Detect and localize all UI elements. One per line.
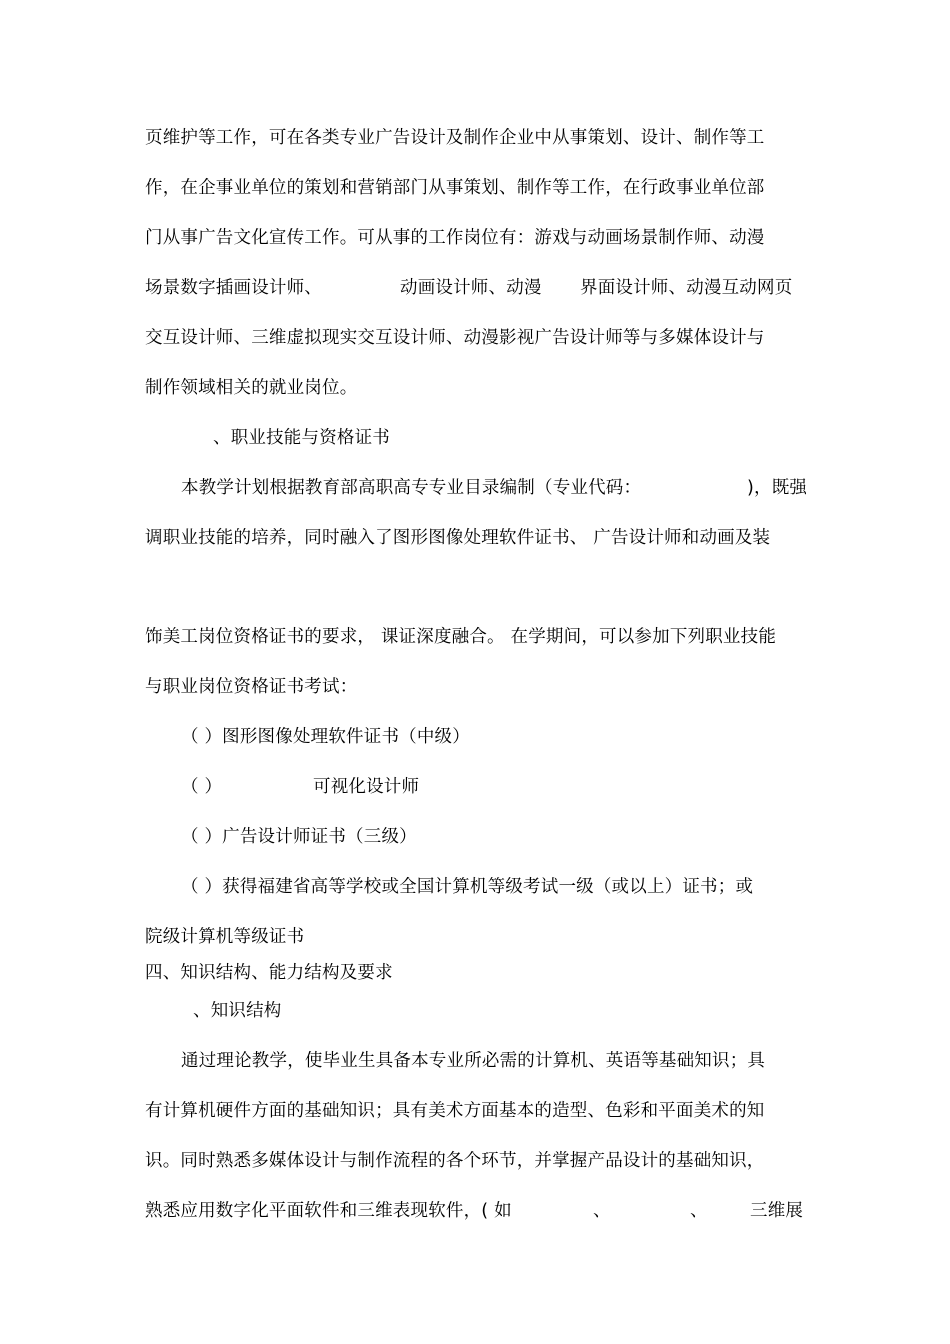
paragraph-line: 交互设计师、三维虚拟现实交互设计师、动漫影视广告设计师等与多媒体设计与: [145, 328, 765, 348]
paragraph-line: 与职业岗位资格证书考试：: [145, 677, 358, 697]
text-segment: 熟悉应用数字化平面软件和三维表现软件，( 如: [145, 1201, 512, 1221]
text-segment: （ ）: [181, 777, 223, 797]
certificate-item-continued: 院级计算机等级证书: [145, 927, 305, 947]
paragraph-line: 通过理论教学，使毕业生具备本专业所必需的计算机、英语等基础知识；具: [181, 1051, 766, 1071]
paragraph-line-segmented: [145, 1199, 815, 1223]
text-segment: 界面设计师、动漫互动网页: [580, 278, 793, 298]
paragraph-line: 制作领域相关的就业岗位。: [145, 378, 358, 398]
paragraph-line: 门从事广告文化宣传工作。可从事的工作岗位有：游戏与动画场景制作师、动漫: [145, 228, 765, 248]
paragraph-line: 识。同时熟悉多媒体设计与制作流程的各个环节，并掌握产品设计的基础知识，: [145, 1151, 765, 1171]
text-segment: 本教学计划根据教育部高职高专专业目录编制（专业代码：: [181, 478, 642, 498]
paragraph-line: 作，在企事业单位的策划和营销部门从事策划、制作等工作，在行政事业单位部: [145, 178, 765, 198]
certificate-item: （ ）广告设计师证书（三级）: [181, 827, 417, 847]
text-segment: )，既强: [747, 478, 808, 498]
section-heading: 、职业技能与资格证书: [213, 428, 390, 448]
certificate-item: [181, 775, 481, 799]
text-segment: 、: [593, 1201, 611, 1221]
certificate-item: （ ）获得福建省高等学校或全国计算机等级考试一级（或以上）证书；或: [181, 877, 754, 897]
paragraph-line: 饰美工岗位资格证书的要求， 课证深度融合。 在学期间，可以参加下列职业技能: [145, 627, 777, 647]
text-segment: 场景数字插画设计师、: [145, 278, 322, 298]
paragraph-line: 页维护等工作，可在各类专业广告设计及制作企业中从事策划、设计、制作等工: [145, 128, 765, 148]
paragraph-line: 有计算机硬件方面的基础知识；具有美术方面基本的造型、色彩和平面美术的知: [145, 1101, 765, 1121]
text-segment: 可视化设计师: [313, 777, 420, 797]
section-heading: 、知识结构: [193, 1001, 282, 1021]
text-segment: 三维展: [750, 1201, 804, 1221]
paragraph-line: 调职业技能的培养，同时融入了图形图像处理软件证书、 广告设计师和动画及装: [145, 528, 771, 548]
paragraph-line-segmented: [145, 276, 825, 300]
section-title: 四、知识结构、能力结构及要求: [145, 963, 393, 983]
paragraph-line-segmented: [181, 476, 811, 500]
text-segment: 、: [690, 1201, 708, 1221]
certificate-item: （ ）图形图像处理软件证书（中级）: [181, 727, 470, 747]
text-segment: 动画设计师、动漫: [400, 278, 542, 298]
